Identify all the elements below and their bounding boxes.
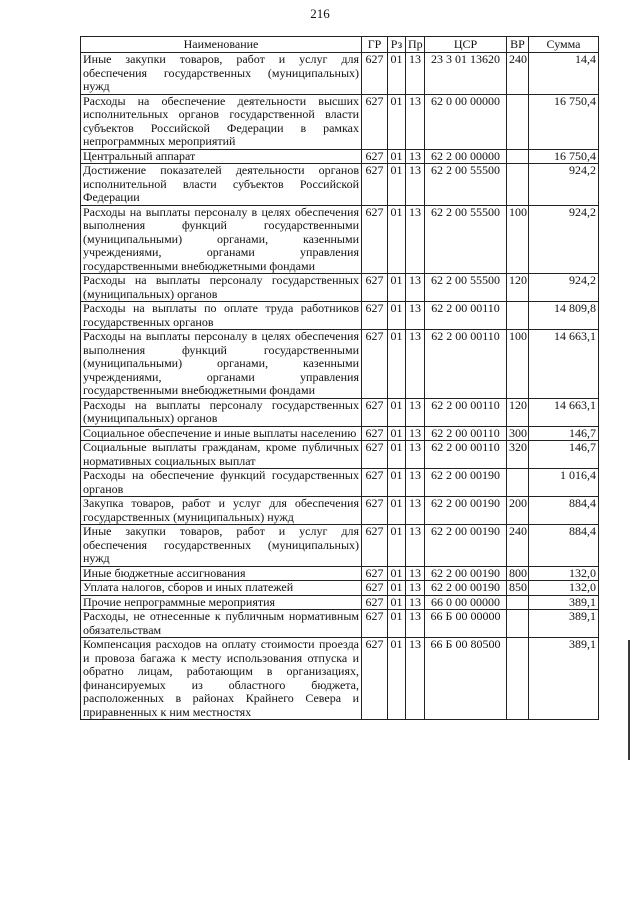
cell-name: Закупка товаров, работ и услуг для обеспечения государственных (муниципальных) нужд: [81, 497, 362, 525]
cell-sum: 14 663,1: [529, 398, 599, 426]
cell-rz: 01: [388, 205, 406, 274]
cell-csr: 66 Б 00 80500: [425, 638, 507, 720]
header-sum: Сумма: [529, 37, 599, 53]
cell-gr: 627: [362, 302, 388, 330]
cell-vr: 320: [507, 441, 529, 469]
cell-rz: 01: [388, 581, 406, 596]
cell-rz: 01: [388, 164, 406, 206]
cell-gr: 627: [362, 581, 388, 596]
cell-rz: 01: [388, 595, 406, 610]
cell-pr: 13: [406, 441, 425, 469]
cell-pr: 13: [406, 581, 425, 596]
header-name: Наименование: [81, 37, 362, 53]
header-gr: ГР: [362, 37, 388, 53]
cell-gr: 627: [362, 469, 388, 497]
cell-gr: 627: [362, 149, 388, 164]
cell-csr: 62 2 00 00190: [425, 525, 507, 567]
table-row: [81, 581, 599, 596]
cell-rz: 01: [388, 302, 406, 330]
table-row: [81, 595, 599, 610]
cell-sum: 146,7: [529, 441, 599, 469]
cell-name: Социальное обеспечение и иные выплаты населению: [81, 426, 362, 441]
cell-pr: 13: [406, 330, 425, 399]
table-row: [81, 497, 599, 525]
cell-sum: 389,1: [529, 610, 599, 638]
header-pr: Пр: [406, 37, 425, 53]
cell-pr: 13: [406, 164, 425, 206]
cell-sum: 14 663,1: [529, 330, 599, 399]
cell-rz: 01: [388, 525, 406, 567]
cell-gr: 627: [362, 566, 388, 581]
table-row: [81, 302, 599, 330]
cell-gr: 627: [362, 610, 388, 638]
cell-csr: 66 Б 00 00000: [425, 610, 507, 638]
cell-vr: 120: [507, 398, 529, 426]
cell-gr: 627: [362, 94, 388, 149]
cell-sum: 884,4: [529, 497, 599, 525]
cell-gr: 627: [362, 164, 388, 206]
cell-rz: 01: [388, 566, 406, 581]
cell-csr: 62 2 00 00190: [425, 469, 507, 497]
cell-name: Достижение показателей деятельности органов исполнительной власти субъектов Российской Федерации: [81, 164, 362, 206]
cell-sum: 14,4: [529, 53, 599, 95]
table-row: [81, 426, 599, 441]
cell-csr: 62 2 00 00110: [425, 330, 507, 399]
page-number: 216: [310, 6, 330, 21]
cell-pr: 13: [406, 398, 425, 426]
cell-pr: 13: [406, 469, 425, 497]
cell-csr: 62 0 00 00000: [425, 94, 507, 149]
cell-csr: 62 2 00 00000: [425, 149, 507, 164]
header-row: [81, 37, 599, 53]
cell-name: Уплата налогов, сборов и иных платежей: [81, 581, 362, 596]
table-row: [81, 441, 599, 469]
cell-gr: 627: [362, 330, 388, 399]
cell-pr: 13: [406, 302, 425, 330]
cell-sum: 14 809,8: [529, 302, 599, 330]
cell-vr: 850: [507, 581, 529, 596]
cell-vr: [507, 164, 529, 206]
cell-gr: 627: [362, 595, 388, 610]
cell-sum: 924,2: [529, 205, 599, 274]
cell-vr: [507, 638, 529, 720]
cell-sum: 1 016,4: [529, 469, 599, 497]
table-row: [81, 398, 599, 426]
cell-pr: 13: [406, 274, 425, 302]
cell-csr: 62 2 00 00110: [425, 441, 507, 469]
cell-gr: 627: [362, 525, 388, 567]
cell-name: Расходы, не отнесенные к публичным нормативным обязательствам: [81, 610, 362, 638]
cell-gr: 627: [362, 205, 388, 274]
cell-rz: 01: [388, 149, 406, 164]
cell-rz: 01: [388, 330, 406, 399]
cell-rz: 01: [388, 53, 406, 95]
cell-csr: 62 2 00 00190: [425, 566, 507, 581]
cell-name: Компенсация расходов на оплату стоимости проезда и провоза багажа к месту использования отпуска и обратно лицам, работающим в организациях, финансируемых из областного бюджета, расположенных в районах Крайнего Севера и приравненных к ним местностях: [81, 638, 362, 720]
cell-name: Расходы на обеспечение функций государственных органов: [81, 469, 362, 497]
cell-vr: 240: [507, 53, 529, 95]
cell-rz: 01: [388, 497, 406, 525]
cell-csr: 62 2 00 00110: [425, 302, 507, 330]
cell-csr: 23 3 01 13620: [425, 53, 507, 95]
cell-rz: 01: [388, 274, 406, 302]
cell-rz: 01: [388, 638, 406, 720]
cell-name: Расходы на выплаты персоналу государственных (муниципальных) органов: [81, 274, 362, 302]
cell-name: Иные бюджетные ассигнования: [81, 566, 362, 581]
cell-rz: 01: [388, 441, 406, 469]
cell-sum: 924,2: [529, 164, 599, 206]
cell-vr: 300: [507, 426, 529, 441]
cell-name: Иные закупки товаров, работ и услуг для обеспечения государственных (муниципальных) нужд: [81, 525, 362, 567]
table-row: [81, 638, 599, 720]
cell-vr: [507, 94, 529, 149]
table-body: [81, 53, 599, 720]
cell-csr: 62 2 00 00190: [425, 581, 507, 596]
cell-sum: 146,7: [529, 426, 599, 441]
cell-pr: 13: [406, 595, 425, 610]
cell-csr: 62 2 00 55500: [425, 164, 507, 206]
cell-sum: 16 750,4: [529, 149, 599, 164]
header-vr: ВР: [507, 37, 529, 53]
cell-vr: [507, 469, 529, 497]
cell-name: Социальные выплаты гражданам, кроме публичных нормативных социальных выплат: [81, 441, 362, 469]
cell-gr: 627: [362, 497, 388, 525]
cell-name: Расходы на выплаты персоналу в целях обеспечения выполнения функций государственными (муниципальными) органами, казенными учреждениями, органами управления государственными внебюджетными фондами: [81, 330, 362, 399]
cell-csr: 62 2 00 55500: [425, 274, 507, 302]
table-row: [81, 274, 599, 302]
cell-csr: 62 2 00 00190: [425, 497, 507, 525]
cell-name: Расходы на выплаты персоналу в целях обеспечения выполнения функций государственными (муниципальными) органами, казенными учреждениями, органами управления государственными внебюджетными фондами: [81, 205, 362, 274]
cell-name: Расходы на обеспечение деятельности высших исполнительных органов государственной власти субъектов Российской Федерации в рамках непрограммных мероприятий: [81, 94, 362, 149]
cell-vr: [507, 595, 529, 610]
cell-csr: 66 0 00 00000: [425, 595, 507, 610]
cell-sum: 884,4: [529, 525, 599, 567]
cell-vr: 100: [507, 205, 529, 274]
cell-pr: 13: [406, 426, 425, 441]
table-row: [81, 330, 599, 399]
cell-pr: 13: [406, 205, 425, 274]
table-row: [81, 205, 599, 274]
table-row: [81, 566, 599, 581]
budget-table: [80, 36, 599, 720]
scan-edge-mark: [628, 640, 630, 760]
cell-name: Расходы на выплаты персоналу государственных (муниципальных) органов: [81, 398, 362, 426]
cell-gr: 627: [362, 274, 388, 302]
cell-vr: [507, 302, 529, 330]
cell-gr: 627: [362, 53, 388, 95]
cell-rz: 01: [388, 398, 406, 426]
cell-name: Прочие непрограммные мероприятия: [81, 595, 362, 610]
cell-vr: [507, 149, 529, 164]
cell-gr: 627: [362, 441, 388, 469]
cell-sum: 16 750,4: [529, 94, 599, 149]
cell-name: Центральный аппарат: [81, 149, 362, 164]
table-row: [81, 164, 599, 206]
cell-csr: 62 2 00 55500: [425, 205, 507, 274]
table-row: [81, 525, 599, 567]
cell-pr: 13: [406, 149, 425, 164]
cell-sum: 924,2: [529, 274, 599, 302]
cell-vr: 100: [507, 330, 529, 399]
cell-gr: 627: [362, 398, 388, 426]
cell-rz: 01: [388, 469, 406, 497]
cell-vr: [507, 610, 529, 638]
table-row: [81, 469, 599, 497]
cell-vr: 120: [507, 274, 529, 302]
cell-sum: 132,0: [529, 566, 599, 581]
cell-sum: 132,0: [529, 581, 599, 596]
cell-name: Расходы на выплаты по оплате труда работников государственных органов: [81, 302, 362, 330]
header-rz: Рз: [388, 37, 406, 53]
cell-sum: 389,1: [529, 595, 599, 610]
cell-pr: 13: [406, 525, 425, 567]
cell-pr: 13: [406, 566, 425, 581]
cell-rz: 01: [388, 94, 406, 149]
cell-rz: 01: [388, 426, 406, 441]
cell-pr: 13: [406, 94, 425, 149]
cell-vr: 200: [507, 497, 529, 525]
cell-vr: 800: [507, 566, 529, 581]
table-row: [81, 94, 599, 149]
header-csr: ЦСР: [425, 37, 507, 53]
cell-gr: 627: [362, 638, 388, 720]
cell-pr: 13: [406, 53, 425, 95]
cell-name: Иные закупки товаров, работ и услуг для обеспечения государственных (муниципальных) нужд: [81, 53, 362, 95]
cell-pr: 13: [406, 610, 425, 638]
table-row: [81, 53, 599, 95]
cell-csr: 62 2 00 00110: [425, 398, 507, 426]
cell-pr: 13: [406, 638, 425, 720]
cell-rz: 01: [388, 610, 406, 638]
cell-sum: 389,1: [529, 638, 599, 720]
table-row: [81, 149, 599, 164]
cell-pr: 13: [406, 497, 425, 525]
cell-gr: 627: [362, 426, 388, 441]
cell-csr: 62 2 00 00110: [425, 426, 507, 441]
cell-vr: 240: [507, 525, 529, 567]
table-row: [81, 610, 599, 638]
